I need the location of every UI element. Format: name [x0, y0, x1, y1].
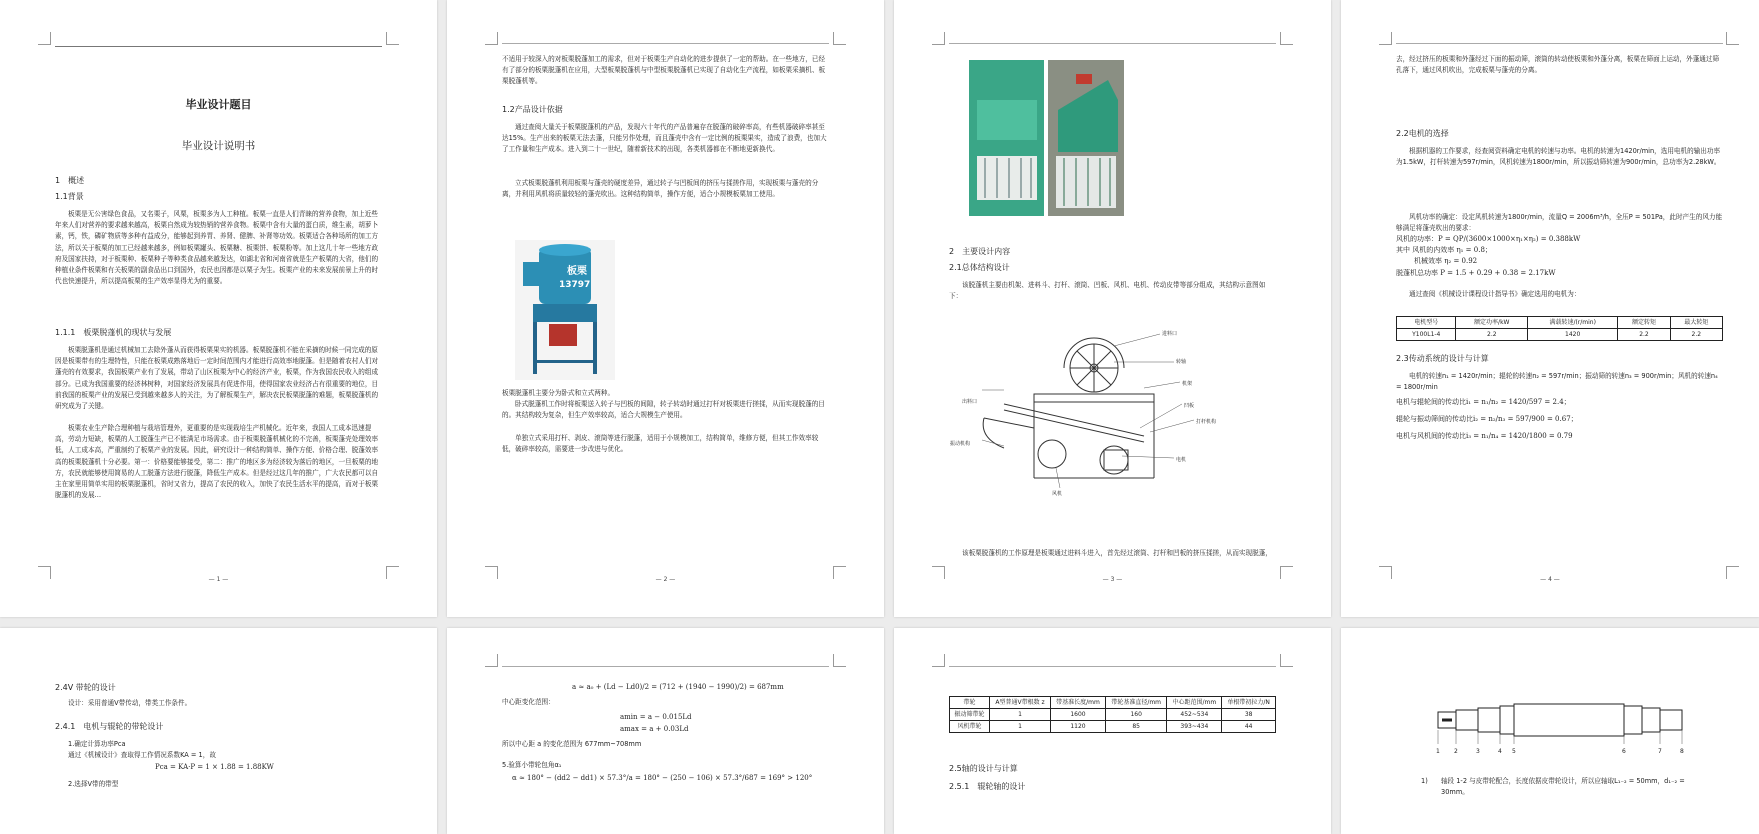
- paragraph: 风机功率的确定：设定风机转速为1800r/min，流量Q = 2006m³/h，全压P = 501Pa，此时产生的风力能够满足将蓬壳吹出的要求：: [1396, 213, 1723, 233]
- shaft-section-number: 3: [1476, 748, 1480, 755]
- formula: α ≈ 180° − (dd2 − dd1) × 57.3°/a = 180° − (250 − 106) × 57.3°/687 = 169° > 120°: [512, 774, 813, 783]
- table-header-cell: 电机型号: [1397, 317, 1456, 329]
- paragraph: 2.选择V带的带型: [68, 779, 119, 788]
- table-row: [1397, 329, 1723, 341]
- table-cell: 1600: [1051, 709, 1106, 721]
- section-heading: 1.1.1 板栗脱蓬机的现状与发展: [55, 328, 172, 337]
- formula: 脱蓬机总功率 P = 1.5 + 0.29 + 0.38 = 2.17kW: [1396, 268, 1556, 277]
- shaft-section-number: 6: [1622, 748, 1626, 755]
- diagram-label: 振动机构: [950, 441, 971, 447]
- header-rule: [502, 43, 829, 44]
- formula: 机械效率 η₂ = 0.92: [1414, 257, 1478, 266]
- table-cell: 1420: [1528, 329, 1618, 341]
- paragraph: 不适用于较深入的对板栗脱蓬加工的需求，但对于板栗生产自动化的进步提供了一定的帮助。在一些地方，已经有了部分的板栗脱蓬机在应用，大型板栗脱蓬机与中型板栗脱蓬机已实现了自动化生产流程，如板栗采摘机、板栗脱蓬机等。: [502, 55, 826, 86]
- paragraph: 单独立式采用打杆、剥皮、滚筒等进行脱蓬，适用于小规模加工，结构简单，维修方便，但其工作效率较低，破碎率较高，需要进一步改进与优化。: [502, 434, 819, 454]
- diagram-label: 凹板: [1184, 403, 1195, 409]
- table-header-cell: 额定功率/kW: [1456, 317, 1528, 329]
- paragraph: 立式板栗脱蓬机利用板栗与蓬壳的硬度差异，通过转子与凹板间的挤压与揉搓作用，实现板栗与蓬壳的分离，并利用风机将质量较轻的蓬壳吹出。这种结构简单，操作方便，适合小规模板栗加工使用。: [502, 179, 819, 199]
- document-page-6: [447, 628, 884, 834]
- diagram-label: 机架: [1182, 381, 1193, 387]
- paragraph: 1) 轴段 1-2 与皮带轮配合，长度依据皮带轮设计，所以应轴取L₁₋₂ = 50mm，d₁₋₂ =: [1421, 777, 1685, 785]
- table-row: [950, 721, 1276, 733]
- document-page-4: [1341, 0, 1759, 617]
- paragraph: 1.确定计算功率Pca: [68, 740, 126, 749]
- table-cell: 2.2: [1456, 329, 1528, 341]
- table-cell: 1: [990, 721, 1051, 733]
- formula: amin = a − 0.015Ld: [620, 713, 692, 722]
- document-subtitle: 毕业设计说明书: [181, 140, 256, 152]
- diagram-label: 风机: [1052, 491, 1063, 497]
- diagram-label: 电机: [1176, 457, 1187, 463]
- section-heading: 2.2电机的选择: [1396, 129, 1449, 138]
- shaft-section-number: 5: [1512, 748, 1516, 755]
- formula: 其中 风机的内效率 η₁ = 0.8；: [1396, 246, 1492, 255]
- motor-table: [1396, 316, 1723, 341]
- shaft-section-number: 1: [1436, 748, 1440, 755]
- paragraph: 去，经过挤压的板栗和外蓬经过下面的振动筛，滚筒的转动使板栗和外蓬分离，板栗在筛面上运动，外蓬通过筛孔落下，通过风机吹出，完成板栗与蓬壳的分离。: [1396, 55, 1720, 75]
- document-page-2: [447, 0, 884, 617]
- document-page-5: [0, 628, 437, 834]
- diagram-label: 转轴: [1176, 359, 1187, 365]
- page-number: — 3 —: [1102, 576, 1123, 583]
- formula: 电机与风机间的传动比i₃ = n₁/n₄ = 1420/1800 = 0.79: [1396, 432, 1573, 441]
- corner-mark: [485, 654, 498, 667]
- section-heading: 2.5.1 辊轮轴的设计: [949, 782, 1026, 791]
- page-number: — 2 —: [655, 576, 676, 583]
- paragraph: 所以中心距 a 的变化范围为 677mm~708mm: [502, 739, 642, 748]
- section-heading: 2.3传动系统的设计与计算: [1396, 354, 1489, 364]
- table-header-cell: 最大转矩: [1670, 317, 1722, 329]
- document-page-3: [894, 0, 1331, 617]
- document-title: 毕业设计题目: [185, 98, 252, 111]
- paragraph: 30mm。: [1441, 788, 1469, 797]
- paragraph: 通过查阅《机械设计课程设计指导书》确定选用的电机为：: [1409, 289, 1581, 298]
- table-header-cell: 带基准长度/mm: [1051, 697, 1106, 709]
- corner-mark: [833, 654, 846, 667]
- section-heading: 1.2产品设计依据: [502, 105, 563, 114]
- photo-number: 13797: [559, 280, 591, 290]
- diagram-label: 打杆机构: [1196, 419, 1217, 425]
- corner-mark: [485, 32, 498, 45]
- paragraph: 卧式脱蓬机工作时将板栗送入转子与凹板的间隙，转子转动时通过打杆对板栗进行搓揉，从而实现脱蓬的目的。其结构较为复杂，但生产效率较高，适合大规模生产使用。: [502, 400, 825, 420]
- diagram-label: 出料口: [962, 399, 978, 405]
- page-number: — 4 —: [1540, 576, 1560, 583]
- table-cell: Y100L1-4: [1397, 329, 1456, 341]
- formula: amax = a + 0.03Ld: [620, 724, 689, 733]
- section-heading: 1 概述: [55, 176, 85, 185]
- table-header-row: [950, 697, 1276, 709]
- table-cell: 1120: [1051, 721, 1106, 733]
- shaft-section-number: 7: [1658, 748, 1662, 755]
- table-cell: 85: [1105, 721, 1166, 733]
- page-number: — 1 —: [208, 576, 229, 583]
- table-cell: 44: [1222, 721, 1276, 733]
- formula: Pca = KA·P = 1 × 1.88 = 1.88KW: [155, 762, 274, 771]
- paragraph: 板栗脱蓬机是通过机械加工去除外蓬从而获得板栗果实的机器。板栗脱蓬机不能在采摘的时候一同完成的原因是板栗带有的生理特性，只能在板栗成熟落地后一定时间范围内才能进行高效率地脱蓬。但是随着农村人们对蓬壳的有效要求，我国板栗产业有了发展，带动了山区板栗为中心的经济产业，板栗，作为我国农民收入的组成部分。已成为我国重要的经济林树种，对国家经济发展具有促进作用，使得国家农业经济占有很重要的地位，目前我国的板栗产业的发展已受到越来越多人的关注，为了解板栗生产，解决农民板栗脱蓬的难题，板栗脱蓬机的研究成为了关键。: [55, 346, 379, 411]
- header-rule: [55, 46, 382, 47]
- section-heading: 2.4.1 电机与辊轮的带轮设计: [55, 722, 164, 732]
- table-header-cell: 带轮: [950, 697, 990, 709]
- paragraph: 5.验算小带轮包角α₁: [502, 761, 562, 770]
- table-header-cell: 带轮基准直径/mm: [1105, 697, 1166, 709]
- table-header-cell: 中心距范围/mm: [1167, 697, 1222, 709]
- shaft-drawing: [1436, 700, 1696, 758]
- document-page-1: [0, 0, 437, 617]
- paragraph: 板栗脱蓬机主要分为卧式和立式两种。: [502, 389, 615, 397]
- table-row: [950, 709, 1276, 721]
- paragraph: 根据机器的工作要求，经查阅资料确定电机的转速与功率。电机的转速为1420r/min，选用电机的输出功率为1.5kW，打杆转速为597r/min，风机转速为1800r/min，所以振动筛转速为900r/min，总功率为2.28kW。: [1396, 147, 1721, 167]
- header-rule: [502, 666, 829, 667]
- corner-mark: [386, 32, 399, 45]
- paragraph: 电机的转速n₁ = 1420r/min；辊轮的转速n₂ = 597r/min；振动筛的转速n₃ = 900r/min；风机的转速n₄ = 1800r/min: [1396, 372, 1718, 392]
- shaft-section-number: 4: [1498, 748, 1502, 755]
- table-cell: 2.2: [1670, 329, 1722, 341]
- shaft-section-number: 2: [1454, 748, 1458, 755]
- corner-mark: [833, 32, 846, 45]
- section-heading: 2.1总体结构设计: [949, 263, 1010, 272]
- table-cell: 1: [990, 709, 1051, 721]
- paragraph: 该脱蓬机主要由机架、进料斗、打杆、滚筒、凹板、风机、电机、传动皮带等部分组成，其结构示意图如下：: [949, 281, 1266, 301]
- table-header-cell: 额定转矩: [1618, 317, 1670, 329]
- document-page-7: [894, 628, 1331, 834]
- paragraph: 通过《机械设计》查取得工作情况系数KA = 1，故: [68, 751, 216, 760]
- corner-mark: [1726, 32, 1739, 45]
- header-rule: [949, 43, 1276, 44]
- diagram-label: 进料口: [1162, 331, 1178, 337]
- section-heading: 2 主要设计内容: [949, 247, 1011, 256]
- corner-mark: [1280, 32, 1293, 45]
- table-cell: 38: [1222, 709, 1276, 721]
- paragraph: 中心距变化范围：: [502, 698, 555, 707]
- corner-mark: [1280, 654, 1293, 667]
- belt-table: [949, 696, 1276, 733]
- paragraph: 该板栗脱蓬机的工作原理是板栗通过进料斗进入，首先经过滚筒、打杆和凹板的挤压揉搓，从而实现脱蓬，: [962, 549, 1272, 557]
- section-heading: 1.1背景: [55, 192, 84, 201]
- paragraph: 设计：采用普通V带传动，带类工作条件。: [68, 699, 192, 707]
- table-cell: 160: [1105, 709, 1166, 721]
- paragraph: 通过查阅大量关于板栗脱蓬机的产品，发现六十年代的产品普遍存在脱蓬的破碎率高，有些机器破碎率甚至达15%。生产出来的板栗无法去蓬，只能另作处理，而且蓬壳中含有一定比例的板栗果实，造成了浪费，也加大了工作量和生产成本。进入到二十一世纪，随着新技术的出现，各类机器都在不断地更新换代。: [502, 123, 827, 154]
- document-page-8: [1341, 628, 1759, 834]
- formula: a ≈ a₀ + (Ld − Ld0)/2 = (712 + (1940 − 1990)/2) = 687mm: [572, 683, 784, 691]
- table-cell: 393~434: [1167, 721, 1222, 733]
- section-heading: 2.4V 带轮的设计: [55, 683, 116, 692]
- table-header-cell: 单根带初拉力/N: [1222, 697, 1276, 709]
- shaft-section-number: 8: [1680, 748, 1684, 755]
- machine-photo-exterior: [1048, 60, 1124, 216]
- machine-photo-interior: [969, 60, 1044, 216]
- table-header-row: [1397, 317, 1723, 329]
- section-heading: 2.5轴的设计与计算: [949, 764, 1018, 773]
- table-cell: 452~534: [1167, 709, 1222, 721]
- header-rule: [1396, 43, 1723, 44]
- formula: 电机与辊轮间的传动比i₁ = n₁/n₂ = 1420/597 = 2.4；: [1396, 398, 1571, 407]
- photo-caption: 板栗: [567, 266, 587, 277]
- corner-mark: [1379, 32, 1392, 45]
- formula: 辊轮与振动筛间的传动比i₂ = n₂/n₃ = 597/900 = 0.67；: [1396, 415, 1578, 424]
- header-rule: [949, 666, 1276, 667]
- table-cell: 2.2: [1618, 329, 1670, 341]
- table-cell: 振动筛带轮: [950, 709, 990, 721]
- machine-photo: [515, 240, 615, 380]
- corner-mark: [932, 654, 945, 667]
- table-header-cell: A型普通V带根数 z: [990, 697, 1051, 709]
- paragraph: 板栗是无公害绿色食品，又名栗子，风栗，板栗多为人工种植。板栗一直是人们青睐的营养食物，加上近些年来人们对营养的要求越来越高，板栗自然成为较热销的营养食物。板栗中含有大量的蛋白质，维生素，胡萝卜素，钙，铁，磷矿物质等多种有益成分，能够起到养胃、养肾、健脾、补肾等功效。板栗适合各种场所的加工方法，所以关于板栗的加工已经越来越多，例如板栗罐头、板栗糖、板栗饼、板栗粉等。加上这几十年一些地方政府及国家扶持，对于板栗种、板栗种子等种类食品越来越发达，如湖北省和河南省就是生产板栗的大省，他们的种植业条件板栗和有关板栗的副食品出口到国外，农民也因都是以栗子为生。板栗产业的未来发展前景上升的时代也快速提升，所以提高板栗的生产效率显得尤为的重要。: [55, 210, 379, 286]
- formula: 风机的功率：P = QP/(3600×1000×η₁×η₂) = 0.388kW: [1396, 235, 1581, 243]
- corner-mark: [932, 32, 945, 45]
- paragraph: 板栗农业生产除合理种植与栽培管理外，更重要的是实现栽培生产机械化。近年来，我国人工成本迅速提高，劳动力短缺，板栗的人工脱蓬生产已不能满足市场需求。由于板栗脱蓬机械化的不完善，板栗蓬壳处理效率低，人工成本高，严重制约了板栗产业的发展。因此，研究设计一种结构简单、操作方便、价格合理、脱蓬效率高的板栗脱蓬机十分必要。第一：价格要能够接受，第二：推广的地区多为经济较为落后的地区，一旦板栗的地方，农民就能够使用简易的人工脱蓬方法进行脱蓬，降低生产成本。但是经过这几年的推广，广大农民都可以自主在家里用简单实用的板栗脱蓬机，省时又省力，提高了农民的收入，加快了农民生活水平的提高，而对于板栗脱蓬机的发展…: [55, 424, 379, 500]
- corner-mark: [38, 32, 51, 45]
- table-header-cell: 满载转速/(r/min): [1528, 317, 1618, 329]
- table-cell: 风机带轮: [950, 721, 990, 733]
